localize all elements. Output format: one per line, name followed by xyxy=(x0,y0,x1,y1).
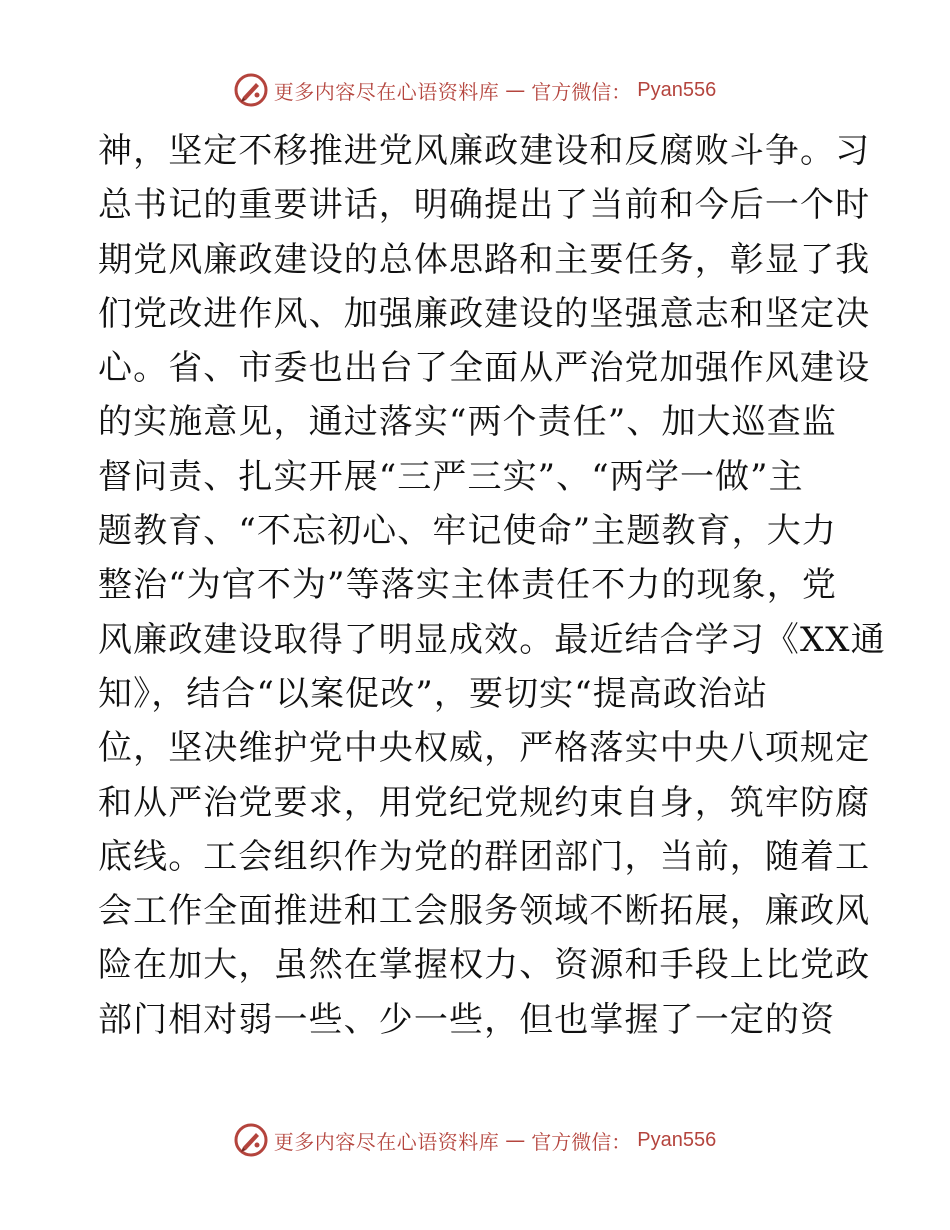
text-line: 的实施意见，通过落实“两个责任”、加大巡查监 xyxy=(98,402,837,443)
text-line: 整治“为官不为”等落实主体责任不力的现象，党 xyxy=(98,565,837,606)
footer-banner-text: 更多内容尽在心语资料库 xyxy=(273,1129,500,1154)
text-line: 风廉政建设取得了明显成效。最近结合学习《XX通 xyxy=(98,619,886,660)
text-line: 神，坚定不移推进党风廉政建设和反腐败斗争。习 xyxy=(98,131,871,171)
text-line: 期党风廉政建设的总体思路和主要任务，彰显了我 xyxy=(98,239,871,280)
pen-logo-icon xyxy=(234,73,268,107)
text-line: 总书记的重要讲话，明确提出了当前和今后一个时 xyxy=(98,185,871,226)
header-banner-text: 更多内容尽在心语资料库 xyxy=(273,79,500,104)
text-line: 督问责、扎实开展“三严三实”、“两学一做”主 xyxy=(98,456,804,497)
text-line: 部门相对弱一些、少一些，但也掌握了一定的资 xyxy=(98,999,836,1040)
pen-logo-icon xyxy=(234,1123,268,1157)
header-banner-wechat-id: Pyan556 xyxy=(637,78,717,101)
footer-banner-wechat-id: Pyan556 xyxy=(637,1128,717,1151)
text-line: 位，坚决维护党中央权威，严格落实中央八项规定 xyxy=(98,728,871,769)
text-line: 底线。工会组织作为党的群团部门，当前，随着工 xyxy=(98,836,871,877)
footer-banner-wechat-label: 官方微信： xyxy=(531,1129,632,1154)
footer-banner-separator: — xyxy=(505,1128,526,1152)
header-banner-wechat-label: 官方微信： xyxy=(531,79,632,104)
text-line: 题教育、“不忘初心、牢记使命”主题教育，大力 xyxy=(98,511,837,552)
text-line: 会工作全面推进和工会服务领域不断拓展，廉政风 xyxy=(98,891,871,932)
text-line: 险在加大，虽然在掌握权力、资源和手段上比党政 xyxy=(98,945,871,986)
text-line: 知》，结合“以案促改”，要切实“提高政治站 xyxy=(98,673,769,714)
header-banner-separator: — xyxy=(505,78,526,102)
text-line: 心。省、市委也出台了全面从严治党加强作风建设 xyxy=(98,348,871,389)
text-line: 和从严治党要求，用党纪党规约束自身，筑牢防腐 xyxy=(98,782,871,823)
footer-watermark-banner xyxy=(0,1120,950,1160)
header-watermark-banner xyxy=(0,70,950,110)
text-line: 们党改进作风、加强廉政建设的坚强意志和坚定决 xyxy=(98,293,871,334)
document-body xyxy=(98,124,886,1047)
